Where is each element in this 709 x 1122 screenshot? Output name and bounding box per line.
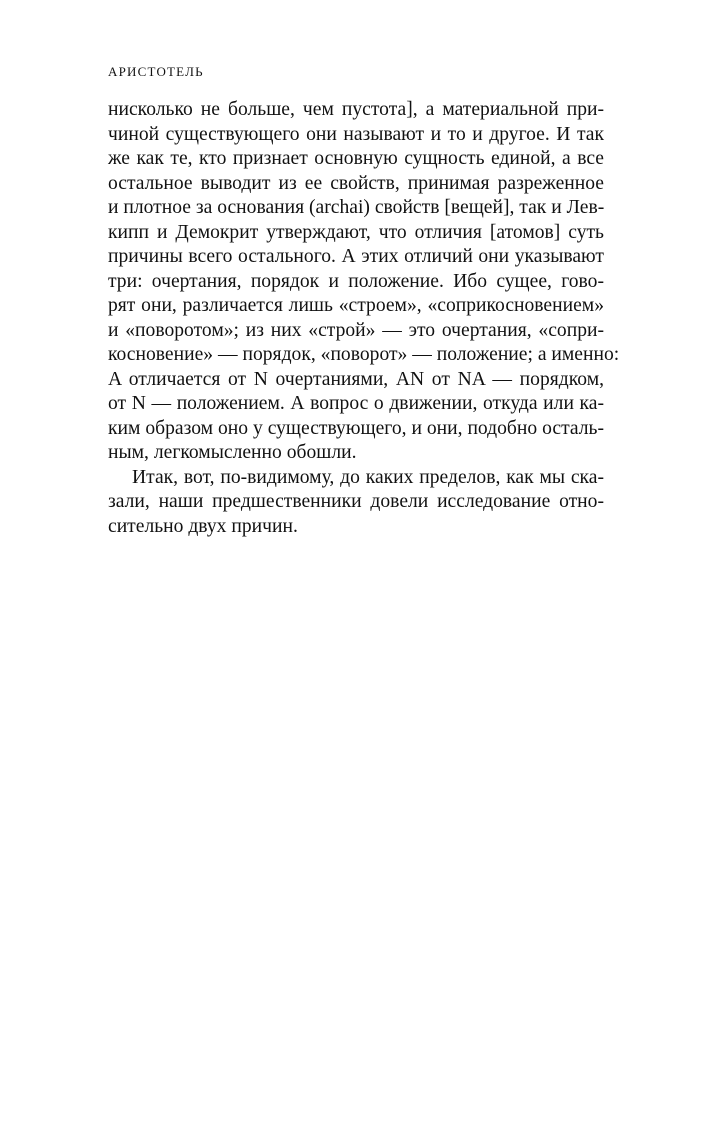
text-line: от N — положением. А вопрос о движении, откуда или ка-: [108, 393, 604, 414]
text-line: три: очертания, порядок и положение. Ибо сущее, гово-: [108, 270, 604, 292]
text-line: причины всего остального. А этих отличий они указывают: [108, 246, 604, 267]
text-line: ным, легкомысленно обошли.: [108, 442, 357, 463]
text-line: косновение» — порядок, «поворот» — положение; а именно:: [108, 344, 620, 365]
text-line: чиной существующего они называют и то и другое. И так: [108, 123, 604, 145]
text-line: ким образом оно у существующего, и они, подобно осталь-: [108, 417, 604, 439]
text-line: остальное выводит из ее свойств, принимая разреженное: [108, 172, 604, 194]
paragraph: [108, 98, 620, 466]
text-line: нисколько не больше, чем пустота], а материальной при-: [108, 99, 604, 120]
running-head: АРИСТОТЕЛЬ: [108, 64, 204, 79]
text-line: кипп и Демокрит утверждают, что отличия [атомов] суть: [108, 221, 604, 243]
text-line: сительно двух причин.: [108, 515, 298, 537]
text-line: же как те, кто признает основную сущность единой, а все: [108, 148, 604, 169]
book-page: [108, 62, 620, 539]
text-line: зали, наши предшественники довели исследование отно-: [108, 491, 604, 512]
text-line: A отличается от N очертаниями, AN от NA — порядком,: [108, 368, 604, 390]
body-text: [108, 98, 620, 539]
paragraph: [108, 466, 604, 540]
text-line: рят они, различается лишь «строем», «соприкосновением»: [108, 295, 604, 316]
text-line: и «поворотом»; из них «строй» — это очертания, «сопри-: [108, 319, 604, 341]
text-line: и плотное за основания (archai) свойств [вещей], так и Лев-: [108, 197, 605, 218]
text-line: Итак, вот, по-видимому, до каких пределов, как мы ска-: [132, 466, 604, 488]
